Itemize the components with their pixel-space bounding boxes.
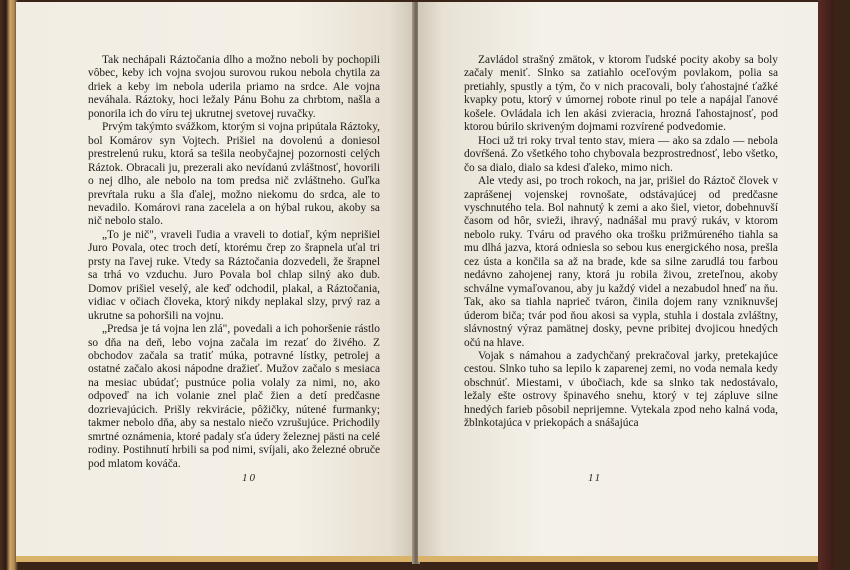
- left-page-text: [88, 54, 380, 471]
- paragraph: „To je nič", vraveli ľudia a vraveli to dotiaľ, kým neprišiel Juro Povala, otec troch detí, ktorému črep zo šrapnela uťal tri prsty na ľavej ruke. Vtedy sa Ráztočania dozvedeli, že šrapnel sa trhá vo vzduchu. Juro Povala bol chlap silný ako dub. Domov prišiel veselý, ale keď odchodil, plakal, a Ráztočania, vidiac v očiach človeka, ktorý nikdy neplakal slzy, prvý raz a ukrutne sa pohoršili na vojnu.: [88, 228, 380, 322]
- paragraph: Zavládol strašný zmätok, v ktorom ľudské pocity akoby sa boly začaly meniť. Slnko sa zatiahlo oceľovým povlakom, polia sa pretiahly, spustly a tým, čo v nich pracovali, boly ťahostajné ťažké kvapky potu, ktorý v úmornej robote rinul po tele a napájal ľanové košele. Ovládala ich len akási zvieracia, hrozná ľahostajnosť, pod ktorou búrilo skriveným dojmami rozvírené podvedomie.: [464, 54, 778, 134]
- right-page-text: [464, 54, 778, 431]
- right-page: [418, 2, 834, 562]
- paragraph: Vojak s námahou a zadychčaný prekračoval jarky, pretekajúce cestou. Slnko tuho sa lepilo k zaparenej zemi, no voda nemala kedy obschnúť. Miestami, v úbočiach, kde sa slnko tak nedostávalo, ležaly ešte ostrovy špinavého snehu, ktorý v tej zápluve silne hnedých farieb pôsobil neprijemne. Vytekala zpod neho kalná voda, žblnkotajúca v priekopách a snášajúca: [464, 349, 778, 430]
- paragraph: „Predsa je tá vojna len zlá", povedali a ich pohoršenie rástlo so dňa na deň, lebo vojna začala im rezať do živého. Z obchodov začala sa tratiť múka, potravné lístky, petrolej a ostatné začalo akosi nápodne dražieť. Mužov začalo s mesiaca na mesiac ubúdať; pustnúce polia volaly za nimi, no, ako odpoveď na ich volanie znel plač žien a detí predčasne dozrievajúcich. Prišly rekvirácie, pôžičky, nútené furmanky; takmer nebolo dňa, aby sa nestalo niečo vzrušujúce. Prichodily smrtné oznámenia, ktoré padaly sťa údery železnej pästi na celé rodiny. Postihnutí hrbili sa pod nimi, svíjali, ako železné obruče pod mlatom kováča.: [88, 323, 380, 470]
- paragraph: Prvým takýmto svážkom, ktorým si vojna pripútala Ráztoky, bol Komárov syn Vojtech. Prišiel na dovolenú a doniesol prestrelenú ruku, ktorá sa tešila neobyčajnej pozornosti celých Ráztok. Obracali ju, prezerali ako nevídanú zvláštnosť, hovorili o nej dlho, ale nebolo na tom predsa nič zvláštneho. Guľka prevŕtala ruku a šla ďalej, možno niekomu do srdca, ale to nevadilo. Komárovi rana zacelela a on hýbal rukou, akoby sa nič nebolo stalo.: [88, 121, 380, 228]
- open-book: [16, 2, 834, 564]
- left-page: [16, 2, 414, 562]
- page-number: 10: [242, 472, 257, 484]
- page-number: 11: [588, 472, 603, 484]
- paragraph: Hoci už tri roky trval tento stav, miera — ako sa zdalo — nebola dovŕšená. Zo všetkého toho chybovala bezprostrednosť, lebo všetko, čo sa dialo, dialo sa kdesi ďaleko, mimo nich.: [464, 134, 778, 174]
- paragraph: Ale vtedy asi, po troch rokoch, na jar, prišiel do Ráztoč človek v zaprášenej vojenskej rovnošate, odstávajúcej od predčasne vyschnutého tela. Bol nahnutý k zemi a ako šiel, vietor, dobehnuvší časom od hôr, svieži, ihravý, nadnášal mu pravý rukáv, v ktorom nebolo ruky. Tváru od pravého oka trošku prižmúreného tiahla sa mu dlhá jazva, ktorá odniesla so sebou kus energického nosa, prešla cez ústa a končila sa až na brade, kde sa silne zarudlá tou farbou nedávno zahojenej rany, ktorá ju robila živou, zreteľnou, akoby schválne vymaľovanou, aby ju každý videl a nezabudol hneď na ňu. Tak, ako sa tiahla naprieč tváron, činila dojem rany vzniknuvšej úderom biča; tvár pod ňou akosi sa vypla, stuhla i dostala zvláštny, slávnostný výraz pamätnej dosky, pevne pribitej dvojicou hnedých očú na hlave.: [464, 175, 778, 349]
- paragraph: Tak nechápali Ráztočania dlho a možno neboli by pochopili vôbec, keby ich vojna svojou surovou rukou nebola chytila za driek a keby im nebola uderila priamo na srdce. Ale vojna neváhala. Ráztoky, hoci ležaly Pánu Bohu za chrbtom, našla a ponorila ich do víru tej ukrutnej svetovej ruvačky.: [88, 54, 380, 120]
- book-cover-edge: [818, 0, 834, 570]
